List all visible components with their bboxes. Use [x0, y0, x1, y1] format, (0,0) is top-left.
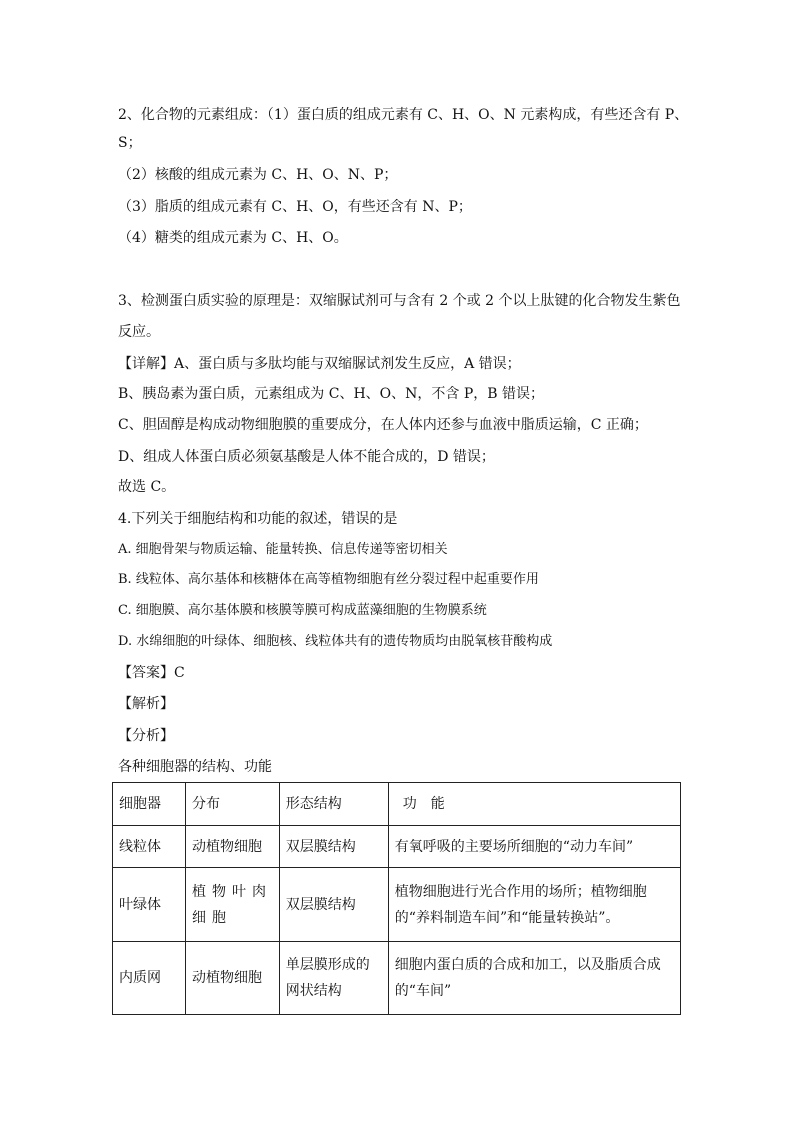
text-line: C、胆固醇是构成动物细胞膜的重要成分，在人体内还参与血液中脂质运输，C 正确； [118, 417, 648, 433]
table-header-cell: 形态结构 [279, 783, 388, 826]
text-line: S； [118, 135, 142, 151]
organelle-table [112, 782, 681, 1015]
analysis-sub-label: 【分析】 [118, 728, 174, 744]
table-header-row [113, 783, 681, 826]
table-header-cell: 功 能 [388, 783, 680, 826]
detail-heading: 【详解】A、蛋白质与多肽均能与双缩脲试剂发生反应，A 错误； [118, 356, 521, 372]
option-d: D. 水绵细胞的叶绿体、细胞核、线粒体共有的遗传物质均由脱氧核苷酸构成 [118, 634, 553, 649]
table-cell: 内质网 [113, 942, 186, 1015]
table-cell: 动植物细胞 [186, 826, 280, 868]
table-cell: 单层膜形成的网状结构 [279, 942, 388, 1015]
analysis-label: 【解析】 [118, 696, 174, 712]
text-line: （4）糖类的组成元素为 C、H、O。 [118, 230, 348, 246]
text-line: 2、化合物的元素组成：（1）蛋白质的组成元素有 C、H、O、N 元素构成，有些还含有 P、 [118, 107, 689, 123]
table-row [113, 868, 681, 942]
table-cell: 细胞内蛋白质的合成和加工，以及脂质合成的“车间” [388, 942, 680, 1015]
text-line: B、胰岛素为蛋白质，元素组成为 C、H、O、N，不含 P，B 错误； [118, 386, 544, 402]
question-stem: 4.下列关于细胞结构和功能的叙述，错误的是 [118, 511, 398, 527]
table-cell: 有氧呼吸的主要场所细胞的“动力车间” [388, 826, 680, 868]
table-cell: 植物细胞进行光合作用的场所；植物细胞的“养料制造车间”和“能量转换站”。 [388, 868, 680, 942]
table-cell: 叶绿体 [113, 868, 186, 942]
table-cell: 双层膜结构 [279, 826, 388, 868]
table-cell: 线粒体 [113, 826, 186, 868]
table-row [113, 942, 681, 1015]
text-line: （3）脂质的组成元素有 C、H、O，有些还含有 N、P； [118, 199, 472, 215]
option-b: B. 线粒体、高尔基体和核糖体在高等植物细胞有丝分裂过程中起重要作用 [118, 572, 539, 587]
table-caption: 各种细胞器的结构、功能 [118, 759, 272, 775]
option-a: A. 细胞骨架与物质运输、能量转换、信息传递等密切相关 [118, 542, 448, 557]
text-line: （2）核酸的组成元素为 C、H、O、N、P； [118, 167, 398, 183]
table-row [113, 826, 681, 868]
table-cell: 植物叶肉细胞 [186, 868, 280, 942]
text-line: 3、检测蛋白质实验的原理是：双缩脲试剂可与含有 2 个或 2 个以上肽键的化合物发生紫色 [118, 293, 681, 309]
text-line: 反应。 [118, 324, 160, 340]
table-header-cell: 分布 [186, 783, 280, 826]
answer-label: 【答案】C [118, 665, 185, 681]
table-cell: 双层膜结构 [279, 868, 388, 942]
option-c: C. 细胞膜、高尔基体膜和核膜等膜可构成蓝藻细胞的生物膜系统 [118, 603, 487, 618]
table-cell: 动植物细胞 [186, 942, 280, 1015]
text-line: D、组成人体蛋白质必须氨基酸是人体不能合成的，D 错误； [118, 449, 495, 465]
table-header-cell: 细胞器 [113, 783, 186, 826]
text-line: 故选 C。 [118, 479, 176, 495]
